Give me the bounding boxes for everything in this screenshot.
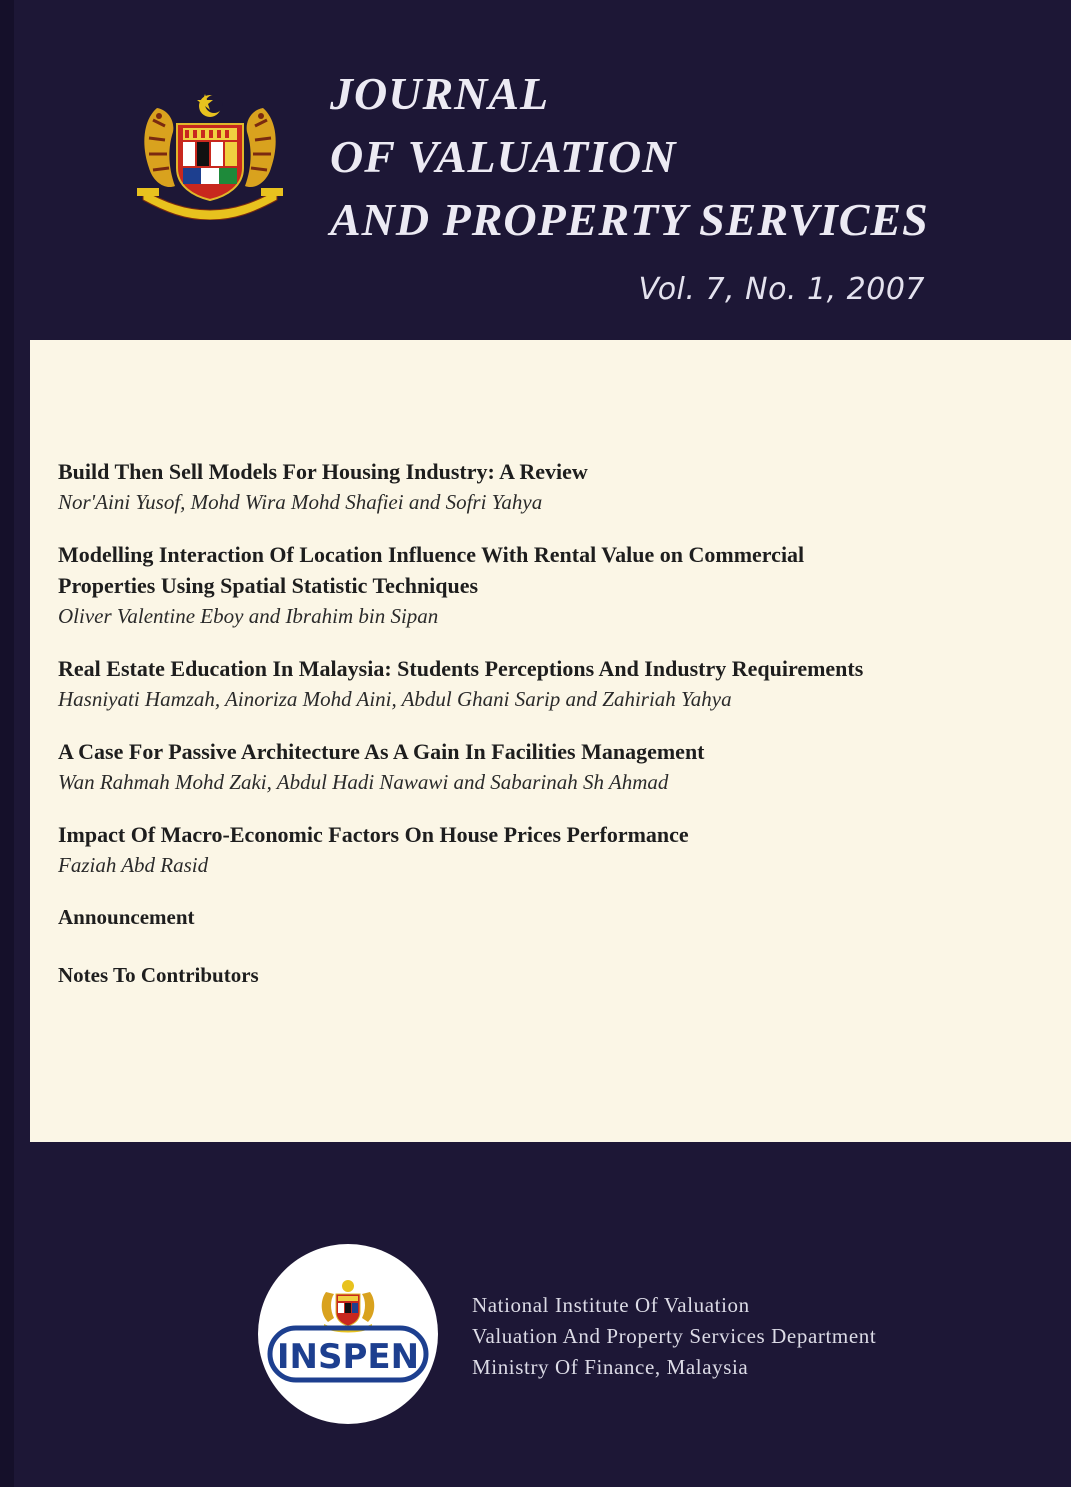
article-title-line-2: Properties Using Spatial Statistic Techniques xyxy=(58,573,479,598)
publisher-line-1: National Institute Of Valuation xyxy=(472,1293,750,1317)
article-authors: Hasniyati Hamzah, Ainoriza Mohd Aini, Abdul Ghani Sarip and Zahiriah Yahya xyxy=(58,687,732,711)
title-line-3: AND PROPERTY SERVICES xyxy=(330,194,929,245)
list-item xyxy=(58,539,1058,631)
article-title: A Case For Passive Architecture As A Gain In Facilities Management xyxy=(58,739,705,764)
title-line-1: JOURNAL xyxy=(330,68,550,119)
article-title: Build Then Sell Models For Housing Industry: A Review xyxy=(58,459,588,484)
publisher-block xyxy=(472,1290,876,1383)
list-item xyxy=(58,736,1058,797)
article-authors: Faziah Abd Rasid xyxy=(58,853,209,877)
article-authors: Oliver Valentine Eboy and Ibrahim bin Sipan xyxy=(58,604,439,628)
list-item xyxy=(58,456,1058,517)
malaysia-coat-of-arms-icon xyxy=(135,90,285,220)
list-item xyxy=(58,819,1058,880)
inspen-badge xyxy=(258,1244,438,1424)
title-line-2: OF VALUATION xyxy=(330,131,677,182)
issue-label: Vol. 7, No. 1, 2007 xyxy=(638,272,925,307)
article-title: Real Estate Education In Malaysia: Students Perceptions And Industry Requirements xyxy=(58,656,864,681)
inspen-label: INSPEN xyxy=(276,1337,420,1377)
contents-list xyxy=(58,456,1058,990)
article-title: Impact Of Macro-Economic Factors On House Prices Performance xyxy=(58,822,689,847)
publisher-line-3: Ministry Of Finance, Malaysia xyxy=(472,1355,749,1379)
inspen-logo-icon xyxy=(258,1244,438,1424)
contents-panel xyxy=(30,340,1071,1142)
spine-edge xyxy=(0,0,14,1487)
article-title-line-1: Modelling Interaction Of Location Influence With Rental Value on Commercial xyxy=(58,542,805,567)
notes-to-contributors-entry: Notes To Contributors xyxy=(58,963,259,987)
article-authors: Nor'Aini Yusof, Mohd Wira Mohd Shafiei and Sofri Yahya xyxy=(58,490,543,514)
list-item xyxy=(58,653,1058,714)
publisher-line-2: Valuation And Property Services Department xyxy=(472,1324,877,1348)
journal-title xyxy=(330,62,929,251)
article-authors: Wan Rahmah Mohd Zaki, Abdul Hadi Nawawi and Sabarinah Sh Ahmad xyxy=(58,770,669,794)
announcement-entry: Announcement xyxy=(58,905,195,929)
